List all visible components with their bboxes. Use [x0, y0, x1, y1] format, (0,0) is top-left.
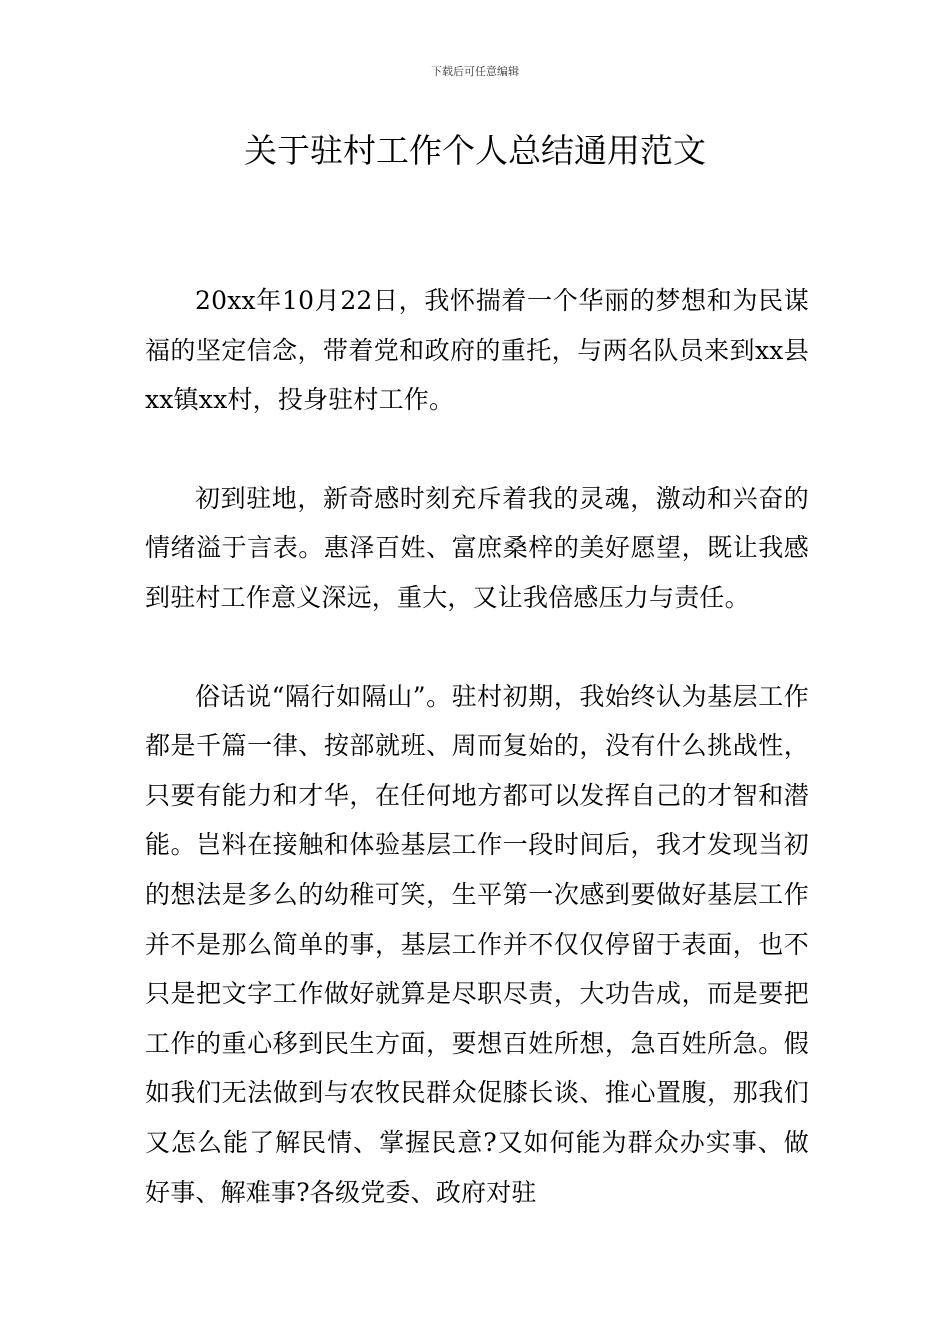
paragraph-3: 俗话说“隔行如隔山”。驻村初期，我始终认为基层工作都是千篇一律、按部就班、周而复始的，没有什么挑战性，只要有能力和才华，在任何地方都可以发挥自己的才智和潜能。岂料在接触和体验基层工作一段时间后，我才发现当初的想法是多么的幼稚可笑，生平第一次感到要做好基层工作并不是那么简单的事，基层工作并不仅仅停留于表面，也不只是把文字工作做好就算是尽职尽责，大功告成，而是要把工作的重心移到民生方面，要想百姓所想，急百姓所急。假如我们无法做到与农牧民群众促膝长谈、推心置腹，那我们又怎么能了解民情、掌握民意?又如何能为群众办实事、做好事、解难事?各级党委、政府对驻	[145, 681, 809, 1207]
page-header-note: 下载后可任意编辑	[431, 65, 519, 78]
paragraph-2: 初到驻地，新奇感时刻充斥着我的灵魂，激动和兴奋的情绪溢于言表。惠泽百姓、富庶桑梓的美好愿望，既让我感到驻村工作意义深远，重大，又让我倍感压力与责任。	[145, 483, 809, 612]
document-title: 关于驻村工作个人总结通用范文	[244, 131, 706, 170]
paragraph-1: 20xx年10月22日，我怀揣着一个华丽的梦想和为民谋福的坚定信念，带着党和政府的重托，与两名队员来到xx县xx镇xx村，投身驻村工作。	[145, 286, 809, 415]
document-body	[145, 276, 809, 1266]
